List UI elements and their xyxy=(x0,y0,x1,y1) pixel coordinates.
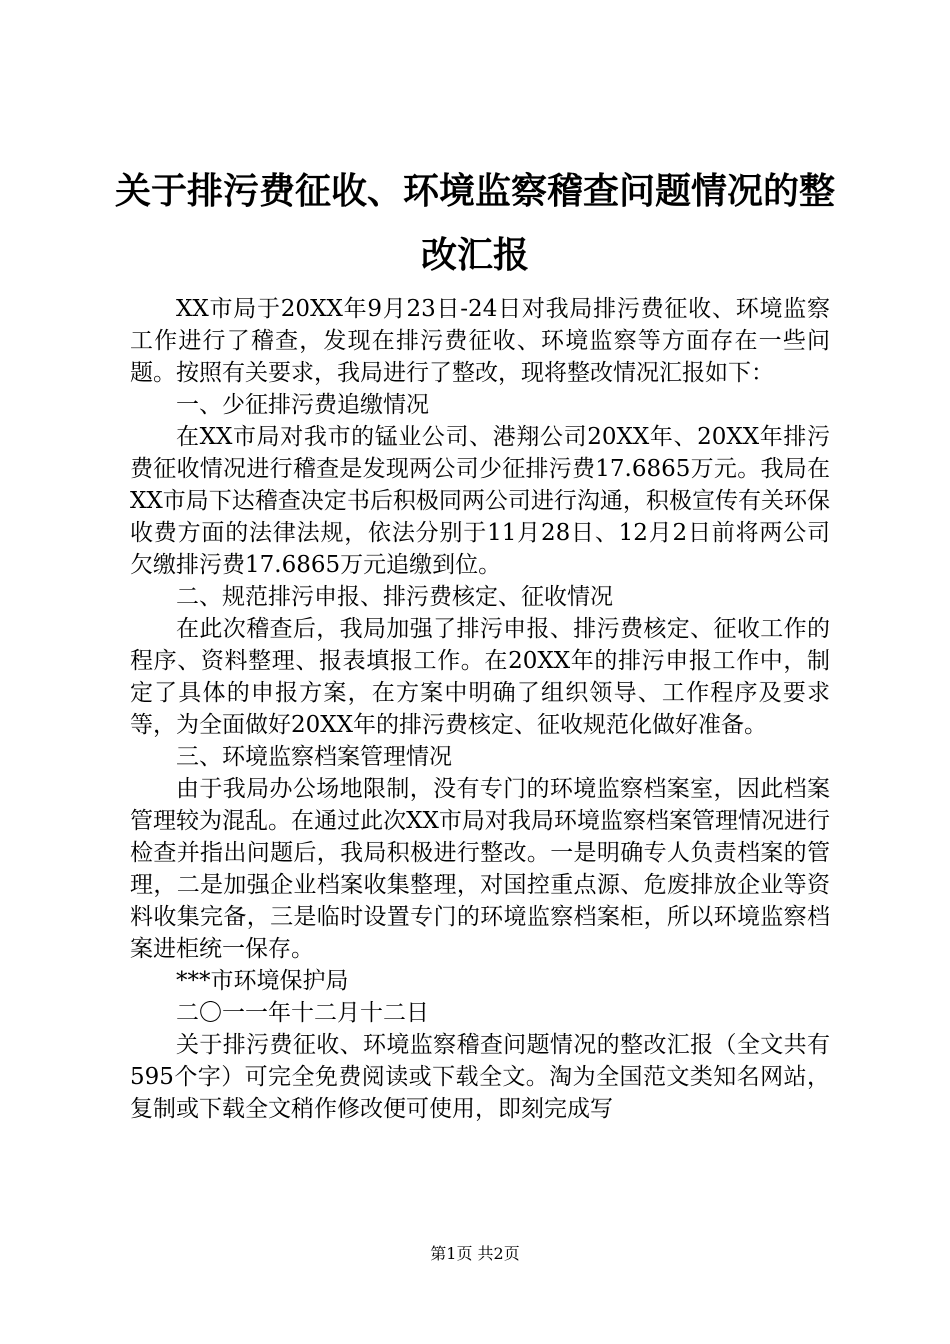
section-heading-1: 一、少征排污费追缴情况 xyxy=(176,392,429,418)
document-body xyxy=(130,293,830,1125)
section-heading-3: 三、环境监察档案管理情况 xyxy=(176,744,452,770)
section-paragraph-1: 在XX市局对我市的锰业公司、港翔公司20XX年、20XX年排污费征收情况进行稽查是发现两公司少征排污费17.6865万元。我局在XX市局下达稽查决定书后积极同两公司进行沟通，积极宣传有关环保收费方面的法律法规，依法分别于11月28日、12月2日前将两公司欠缴排污费17.6865万元追缴到位。 xyxy=(130,424,830,578)
signature-org: ***市环境保护局 xyxy=(176,968,349,994)
section-paragraph-3: 由于我局办公场地限制，没有专门的环境监察档案室，因此档案管理较为混乱。在通过此次XX市局对我局环境监察档案管理情况进行检查并指出问题后，我局积极进行整改。一是明确专人负责档案的管理，二是加强企业档案收集整理，对国控重点源、危废排放企业等资料收集完备，三是临时设置专门的环境监察档案柜，所以环境监察档案进柜统一保存。 xyxy=(130,776,830,962)
page-footer: 第1页 共2页 xyxy=(430,1244,520,1263)
title-line-2: 改汇报 xyxy=(420,235,529,276)
document-title xyxy=(110,160,840,288)
signature-date: 二〇一一年十二月十二日 xyxy=(176,1000,429,1026)
section-paragraph-2: 在此次稽查后，我局加强了排污申报、排污费核定、征收工作的程序、资料整理、报表填报工作。在20XX年的排污申报工作中，制定了具体的申报方案，在方案中明确了组织领导、工作程序及要求等，为全面做好20XX年的排污费核定、征收规范化做好准备。 xyxy=(130,616,830,738)
title-line-1: 关于排污费征收、环境监察稽查问题情况的整 xyxy=(114,171,835,212)
download-note: 关于排污费征收、环境监察稽查问题情况的整改汇报（全文共有595个字）可完全免费阅读或下载全文。淘为全国范文类知名网站，复制或下载全文稍作修改便可使用，即刻完成写 xyxy=(130,1032,830,1122)
intro-paragraph: XX市局于20XX年9月23日-24日对我局排污费征收、环境监察工作进行了稽查，发现在排污费征收、环境监察等方面存在一些问题。按照有关要求，我局进行了整改，现将整改情况汇报如下： xyxy=(130,296,830,386)
section-heading-2: 二、规范排污申报、排污费核定、征收情况 xyxy=(176,584,613,610)
